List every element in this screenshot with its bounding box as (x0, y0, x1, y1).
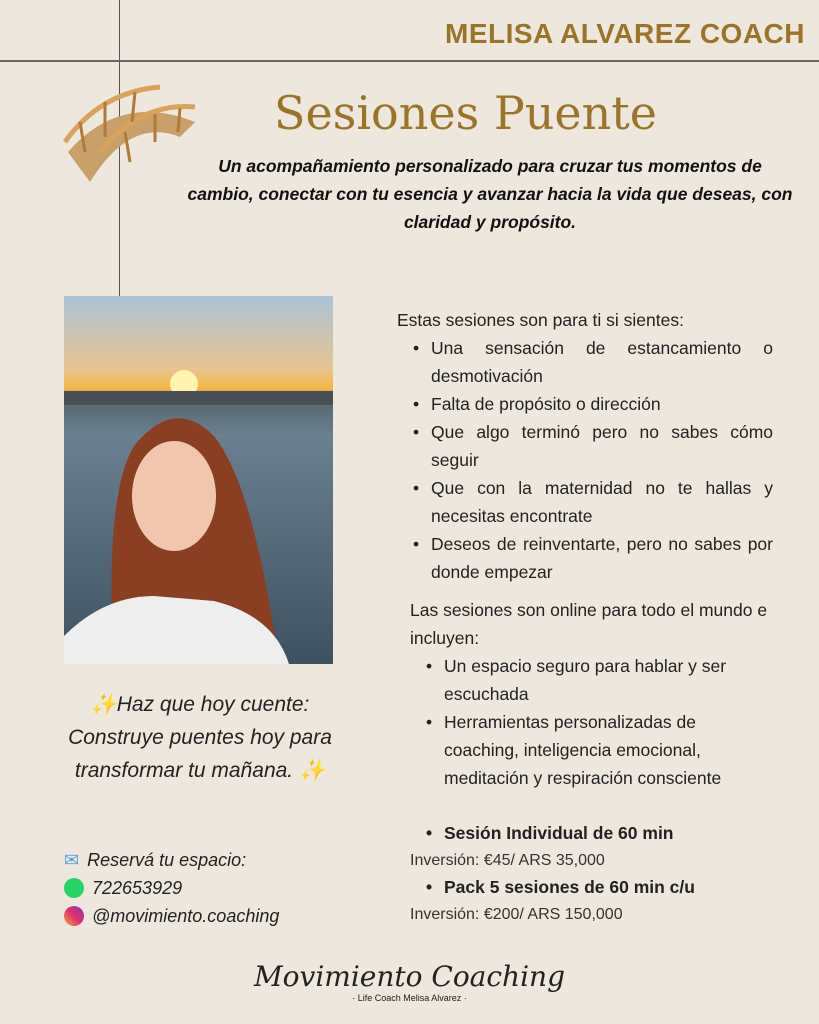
logo (0, 960, 819, 1003)
pricing (410, 820, 790, 928)
list-item: • Una sensación de estancamiento o desmotivación (397, 334, 773, 390)
contact-info (64, 846, 279, 930)
includes-section (410, 596, 770, 792)
brand-name: MELISA ALVAREZ COACH (445, 18, 805, 49)
includes-heading: Las sesiones son online para todo el mundo e incluyen: (410, 600, 768, 648)
envelope-icon: ✉ (64, 850, 80, 870)
whatsapp-icon (64, 878, 84, 898)
instagram-handle[interactable]: @movimiento.coaching (92, 906, 280, 926)
target-heading: Estas sesiones son para ti si sientes: (397, 310, 684, 330)
price-value: Inversión: €45/ ARS 35,000 (410, 852, 605, 869)
list-item: • Deseos de reinventarte, pero no sabes por donde empezar (397, 530, 773, 586)
coach-photo (64, 296, 333, 664)
page-title: Sesiones Puente (274, 86, 657, 140)
list-item: • Falta de propósito o dirección (397, 390, 773, 418)
logo-script: Movimiento Coaching (253, 960, 566, 993)
list-item: • Herramientas personalizadas de coaching, inteligencia emocional, meditación y respiración consciente (410, 708, 770, 792)
instagram-icon (64, 906, 84, 926)
quote: ✨Haz que hoy cuente: Construye puentes hoy para transformar tu mañana. ✨ (68, 693, 332, 782)
reserve-label: Reservá tu espacio: (87, 850, 247, 870)
list-item: • Que algo terminó pero no sabes cómo seguir (397, 418, 773, 474)
price-name: • Pack 5 sesiones de 60 min c/u (410, 874, 790, 901)
bridge-icon (60, 82, 200, 187)
target-section (397, 306, 773, 586)
list-item: • Que con la maternidad no te hallas y necesitas encontrate (397, 474, 773, 530)
price-name: • Sesión Individual de 60 min (410, 820, 790, 847)
logo-tagline: · Life Coach Melisa Alvarez · (352, 993, 467, 1003)
list-item: • Un espacio seguro para hablar y ser escuchada (410, 652, 770, 708)
price-value: Inversión: €200/ ARS 150,000 (410, 906, 623, 923)
phone-number[interactable]: 722653929 (92, 878, 183, 898)
subtitle: Un acompañamiento personalizado para cruzar tus momentos de cambio, conectar con tu esencia y avanzar hacia la vida que deseas, con claridad y propósito. (187, 156, 793, 232)
divider-horizontal (0, 60, 819, 62)
